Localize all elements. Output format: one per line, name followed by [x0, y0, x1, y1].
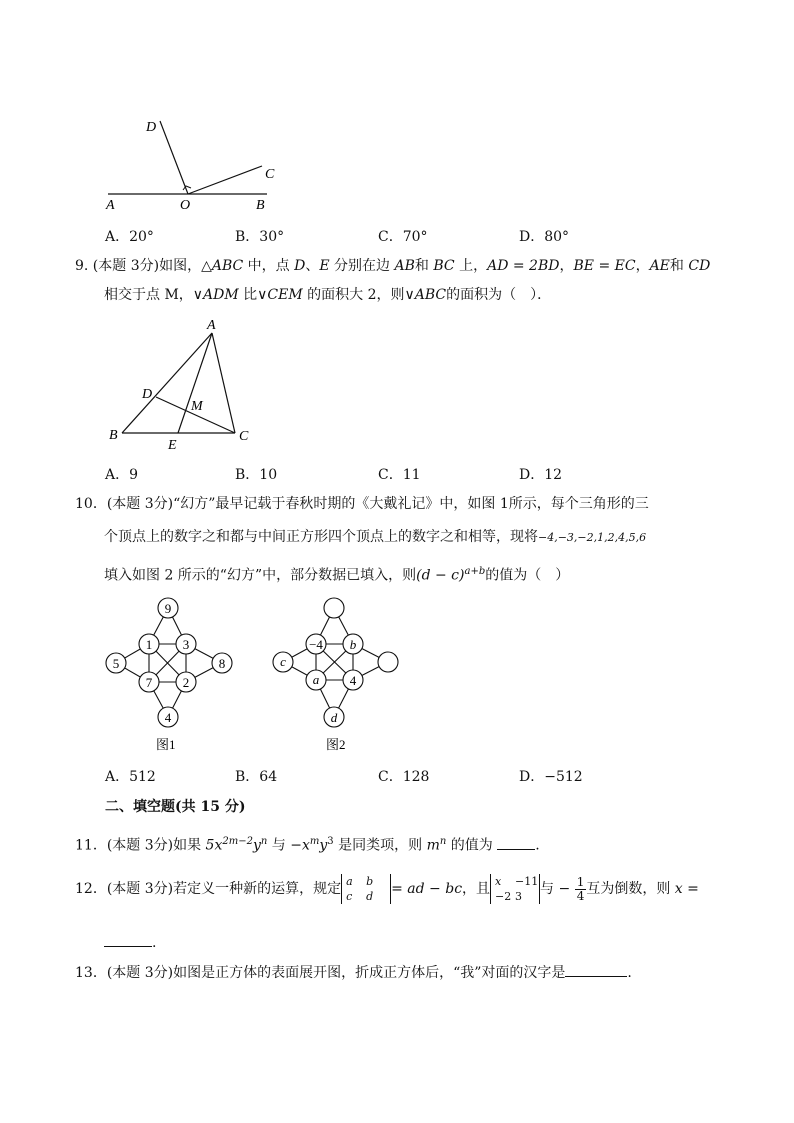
- q13-answer-blank[interactable]: [565, 962, 627, 977]
- determinant-definition: a b c d: [341, 874, 391, 904]
- q13: 13．(本题 3分)如图是正方体的表面展开图，折成正方体后，“我”对面的汉字是 .: [75, 962, 632, 983]
- q9-option-c[interactable]: C．11: [378, 467, 421, 483]
- fraction-one-quarter: $\frac{1}{4}$: [576, 874, 585, 903]
- label-A: A: [106, 198, 115, 213]
- q8-option-d[interactable]: D．80°: [519, 229, 570, 245]
- q11: 11．(本题 3分)如果 $5x^{2m-2}y^n$ 与 $-x^my^3$ 是同类项，则 $m^n$ 的值为 .: [75, 836, 540, 854]
- q11-answer-blank[interactable]: [497, 835, 535, 850]
- label-M: M: [191, 399, 203, 414]
- label-E: E: [168, 438, 177, 453]
- node-7: 7: [145, 675, 153, 690]
- node-c: c: [280, 654, 286, 669]
- q12: 12．(本题 3分)若定义一种新的运算，规定 a b c d = ad − bc，且 x −11 −2 3 与 − $\frac{1}{4}$ 互为倒数，则 x =: [75, 874, 699, 903]
- q10-line1: 10．(本题 3分)“幻方”最早记载于春秋时期的《大戴礼记》中，如图 1所示，每个三角形的三: [75, 496, 649, 512]
- q9-line1: 9. (本题 3分)如图，△ABC 中，点 D、E 分别在边 AB和 BC 上，AD = 2BD，BE = EC，AE和 CD: [75, 258, 711, 274]
- node-5: 5: [112, 656, 120, 671]
- q12-answer-line: .: [104, 932, 156, 953]
- node-8: 8: [218, 656, 226, 671]
- node-9: 9: [164, 601, 172, 616]
- determinant-given: x −11 −2 3: [490, 874, 540, 904]
- q8-option-a[interactable]: A．20°: [105, 229, 154, 245]
- q10-option-c[interactable]: C．128: [378, 769, 430, 785]
- label-A: A: [207, 318, 216, 333]
- q8-option-c[interactable]: C．70°: [378, 229, 428, 245]
- label-B: B: [256, 198, 265, 213]
- node-minus-4: −4: [309, 637, 323, 652]
- q9-option-b[interactable]: B．10: [235, 467, 278, 483]
- q12-answer-blank[interactable]: [104, 932, 152, 947]
- q10-option-a[interactable]: A．512: [105, 769, 156, 785]
- q10-option-d[interactable]: D．−512: [519, 769, 583, 785]
- section-heading-fill-in: 二、填空题(共 15 分): [105, 799, 246, 815]
- label-C: C: [265, 167, 275, 182]
- node-3: 3: [182, 637, 190, 652]
- q9-option-d[interactable]: D．12: [519, 467, 563, 483]
- figure-2-caption: 图2: [326, 737, 346, 752]
- label-D: D: [142, 387, 153, 402]
- label-O: O: [180, 198, 191, 213]
- label-B: B: [109, 428, 118, 443]
- node-2: 2: [182, 675, 190, 690]
- label-D: D: [146, 120, 157, 135]
- node-d: d: [330, 710, 338, 725]
- q8-option-b[interactable]: B．30°: [235, 229, 285, 245]
- node-4: 4: [349, 673, 357, 688]
- q10-line2: 个顶点上的数字之和都与中间正方形四个顶点上的数字之和相等，现将−4,−3,−2,1,2,4,5,6: [104, 529, 647, 545]
- node-b: b: [349, 637, 357, 652]
- q10-option-b[interactable]: B．64: [235, 769, 278, 785]
- node-1: 1: [145, 637, 153, 652]
- label-C: C: [239, 429, 249, 444]
- figure-1-caption: 图1: [156, 737, 176, 752]
- node-4: 4: [164, 710, 172, 725]
- q10-line3: 填入如图 2 所示的“幻方”中，部分数据已填入，则$(d - c)^{a+b}$的值为（ ）: [104, 566, 570, 584]
- q9-option-a[interactable]: A．9: [105, 467, 139, 483]
- q9-line2: 相交于点 M，∨ADM 比∨CEM 的面积大 2，则∨ABC的面积为（ ）．: [104, 287, 552, 303]
- node-a: a: [312, 672, 320, 687]
